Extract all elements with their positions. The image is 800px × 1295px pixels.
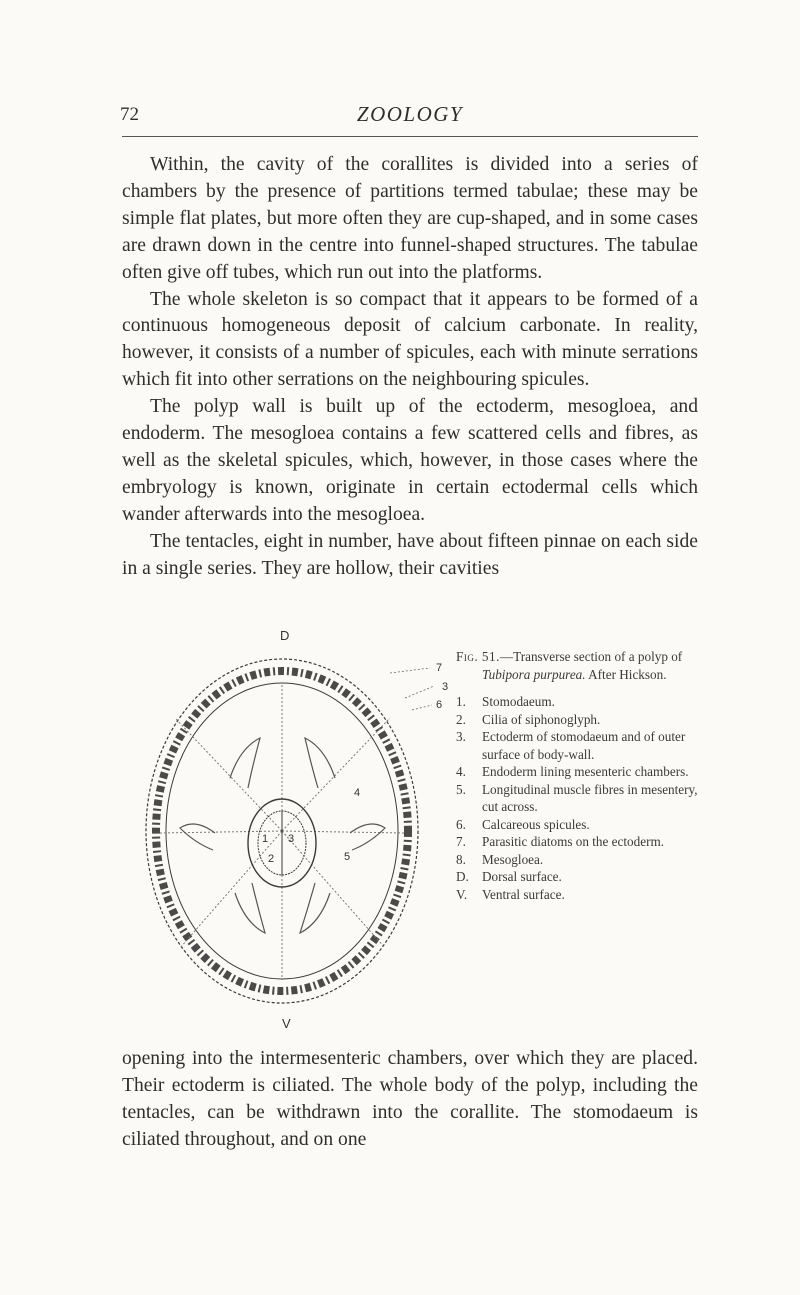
caption-title-text: —Transverse section of a polyp of — [499, 649, 683, 664]
legend-num: 1. — [456, 694, 466, 709]
legend-item — [456, 868, 706, 886]
legend-num: 4. — [456, 764, 466, 779]
legend-num: 5. — [456, 781, 466, 797]
paragraph: Within, the cavity of the corallites is divided into a series of chambers by the presence of partitions termed tabulae; these may be simple flat plates, but more often they are cup-shaped, and in some cases are drawn down in the centre into funnel-shaped structures. The tabulae often give off tubes, which run out into the platforms. — [122, 154, 698, 283]
legend-num: V. — [456, 886, 468, 902]
legend-item — [456, 851, 706, 869]
legend-text: Stomodaeum. — [482, 694, 555, 709]
figure-caption — [456, 648, 706, 903]
legend-num: D. — [456, 869, 469, 884]
body-text-top — [122, 152, 698, 583]
legend-item — [456, 781, 706, 816]
legend-text: Ventral surface. — [482, 886, 565, 902]
cross-section-illustration — [140, 628, 460, 1028]
label-2: 2 — [268, 853, 275, 865]
paragraph-continued: opening into the intermesenteric chambers, over which they are placed. Their ectoderm is ciliated. The whole body of the polyp, including the tentacles, can be withdrawn into the corallite. The stomodaeum is ciliated throughout, and on one — [122, 1048, 698, 1150]
legend-num: 7. — [456, 834, 466, 849]
label-1: 1 — [262, 833, 269, 845]
header-rule — [122, 136, 698, 137]
label-6: 6 — [436, 699, 443, 711]
legend-text: Cilia of siphonoglyph. — [482, 711, 601, 727]
caption-species: Tubipora purpurea. — [482, 666, 586, 682]
label-5: 5 — [344, 851, 351, 863]
figure-51 — [140, 628, 460, 1031]
legend-item — [456, 763, 706, 781]
figure-letter-dorsal: D — [280, 628, 290, 643]
legend-num: 3. — [456, 729, 466, 744]
legend-text: Endoderm lining mesenteric chambers. — [482, 764, 689, 779]
label-7: 7 — [436, 662, 443, 674]
legend-item — [456, 693, 706, 711]
legend-text: Parasitic diatoms on the ectoderm. — [482, 834, 665, 849]
figure-letter-ventral: V — [282, 1016, 291, 1031]
label-3-inner: 3 — [288, 833, 295, 845]
legend-item — [456, 711, 706, 729]
paragraph: The tentacles, eight in number, have about fifteen pinnae on each side in a single series. They are hollow, their cavities — [122, 530, 698, 579]
legend-item — [456, 886, 706, 904]
page-header — [120, 96, 700, 136]
paragraph: The polyp wall is built up of the ectoderm, mesogloea, and endoderm. The mesogloea contains a few scattered cells and fibres, as well as the skeletal spicules, which, however, in those cases where the embryology is known, originate in certain ectodermal cells which wander afterwards into the mesogloea. — [122, 396, 698, 525]
caption-title — [456, 648, 706, 683]
label-4: 4 — [354, 787, 361, 799]
page-number: 72 — [120, 104, 139, 125]
label-3-outer: 3 — [442, 681, 449, 693]
legend-item — [456, 816, 706, 834]
legend-item — [456, 728, 706, 763]
body-text-bottom — [122, 1046, 698, 1154]
caption-fig-label: Fig. 51. — [456, 649, 500, 664]
legend-num: 6. — [456, 816, 466, 832]
legend-num: 2. — [456, 711, 466, 727]
caption-after: After Hickson. — [588, 666, 667, 682]
legend-text: Longitudinal muscle fibres in mesentery, cut across. — [482, 781, 698, 814]
caption-legend — [456, 693, 706, 903]
legend-text: Ectoderm of stomodaeum and of outer surface of body-wall. — [482, 729, 686, 762]
running-head: ZOOLOGY — [356, 102, 464, 126]
paragraph: The whole skeleton is so compact that it appears to be formed of a continuous homogeneous deposit of calcium carbonate. In reality, however, it consists of a number of spicules, each with minute serrations which fit into other serrations on the neighbouring spicules. — [122, 288, 698, 391]
legend-text: Dorsal surface. — [482, 869, 562, 884]
legend-item — [456, 833, 706, 851]
legend-text: Calcareous spicules. — [482, 816, 590, 832]
legend-text: Mesogloea. — [482, 851, 544, 867]
legend-num: 8. — [456, 851, 466, 867]
